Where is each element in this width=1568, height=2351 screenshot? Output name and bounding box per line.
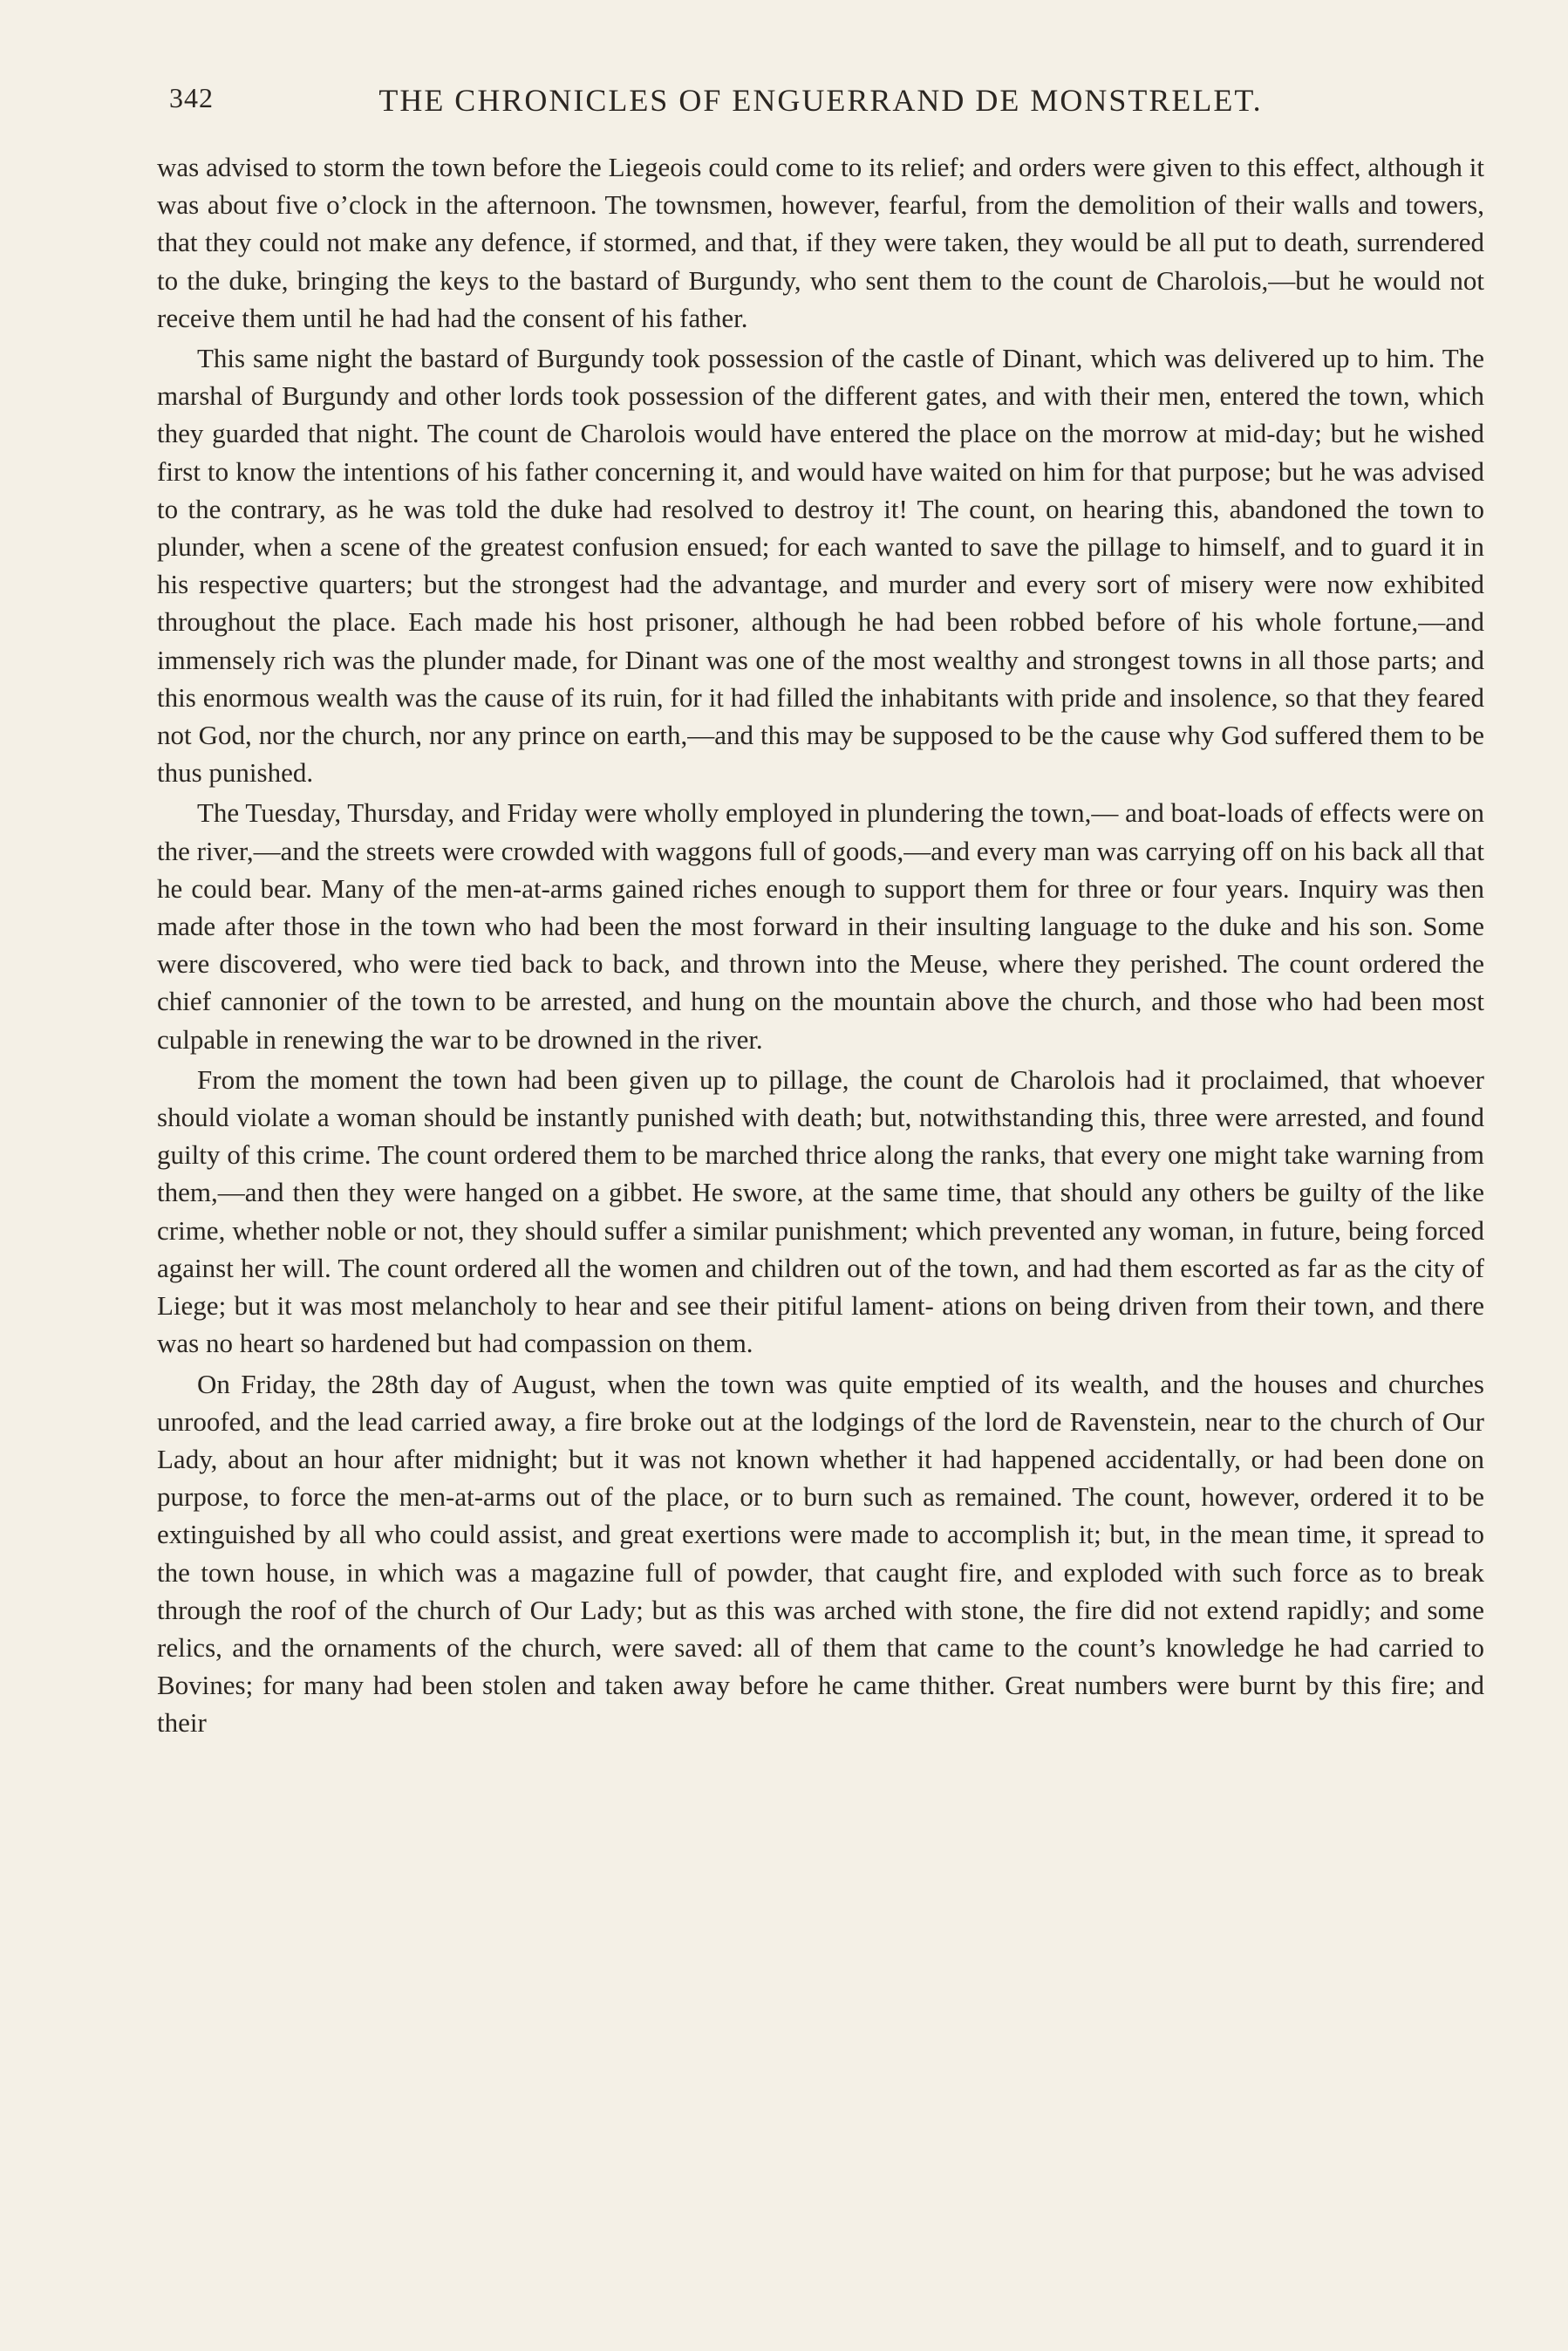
paragraph-3: The Tuesday, Thursday, and Friday were wholly employed in plundering the town,— and boat-loads of effects were on the river,—and the streets were crowded with waggons full of goods,—and every man was carrying off on his back all that he could bear. Many of the men-at-arms gained riches enough to support them for three or four years. Inquiry was then made after those in the town who had been the most forward in their insulting language to the duke and his son. Some were discovered, who were tied back to back, and thrown into the Meuse, where they perished. The count ordered the chief cannonier of the town to be arrested, and hung on the mountain above the church, and those who had been most culpable in renewing the war to be drowned in the river. bbox=[157, 797, 1484, 1055]
paragraph-4: From the moment the town had been given up to pillage, the count de Charolois had it proclaimed, that whoever should violate a woman should be instantly punished with death; but, notwithstanding this, three were arrested, and found guilty of this crime. The count ordered them to be marched thrice along the ranks, that every one might take warning from them,—and then they were hanged on a gibbet. He swore, at the same time, that should any others be guilty of the like crime, whether noble or not, they should suffer a similar punishment; which prevented any woman, in future, being forced against her will. The count ordered all the women and children out of the town, and had them escorted as far as the city of Liege; but it was most melancholy to hear and see their pitiful lament- ations on being driven from their town, and there was no heart so hardened but had compassion on them. bbox=[157, 1063, 1484, 1359]
running-title: THE CHRONICLES OF ENGUERRAND DE MONSTRELET. bbox=[378, 83, 1263, 118]
paragraph-2: This same night the bastard of Burgundy took possession of the castle of Dinant, which was delivered up to him. The marshal of Burgundy and other lords took possession of the different gates, and with their men, entered the town, which they guarded that night. The count de Charolois would have entered the place on the morrow at mid-day; but he wished first to know the intentions of his father concerning it, and would have waited on him for that purpose; but he was advised to the contrary, as he was told the duke had resolved to destroy it! The count, on hearing this, abandoned the town to plunder, when a scene of the greatest confusion ensued; for each wanted to save the pillage to himself, and to guard it in his respective quarters; but the strongest had the advantage, and murder and every sort of misery were now exhibited throughout the place. Each made his host prisoner, although he had been robbed before of his whole fortune,—and immensely rich was the plunder made, for Dinant was one of the most wealthy and strongest towns in all those parts; and this enormous wealth was the cause of its ruin, for it had filled the inhabitants with pride and insolence, so that they feared not God, nor the church, nor any prince on earth,—and this may be supposed to be the cause why God suffered them to be thus punished. bbox=[157, 343, 1484, 789]
page bbox=[157, 79, 1484, 1745]
paragraph-5: On Friday, the 28th day of August, when the town was quite emptied of its wealth, and the houses and churches unroofed, and the lead carried away, a fire broke out at the lodgings of the lord de Ravenstein, near to the church of Our Lady, about an hour after midnight; but it was not known whether it had happened accidentally, or had been done on purpose, to force the men-at-arms out of the place, or to burn such as remained. The count, however, ordered it to be extinguished by all who could assist, and great exertions were made to accomplish it; but, in the mean time, it spread to the town house, in which was a magazine full of powder, that caught fire, and exploded with such force as to break through the roof of the church of Our Lady; but as this was arched with stone, the fire did not extend rapidly; and some relics, and the ornaments of the church, were saved: all of them that came to the count’s knowledge he had carried to Bovines; for many had been stolen and taken away before he came thither. Great numbers were burnt by this fire; and their bbox=[157, 1368, 1484, 1739]
body-text bbox=[157, 148, 1484, 1742]
page-number: 342 bbox=[169, 82, 214, 113]
page-header bbox=[157, 79, 1484, 122]
paragraph-1: was advised to storm the town before the Liegeois could come to its relief; and orders were given to this effect, although it was about five o’clock in the afternoon. The townsmen, however, fearful, from the demolition of their walls and towers, that they could not make any defence, if stormed, and that, if they were taken, they would be all put to death, surrendered to the duke, bringing the keys to the bastard of Burgundy, who sent them to the count de Charolois,—but he would not receive them until he had had the consent of his father. bbox=[157, 152, 1484, 333]
